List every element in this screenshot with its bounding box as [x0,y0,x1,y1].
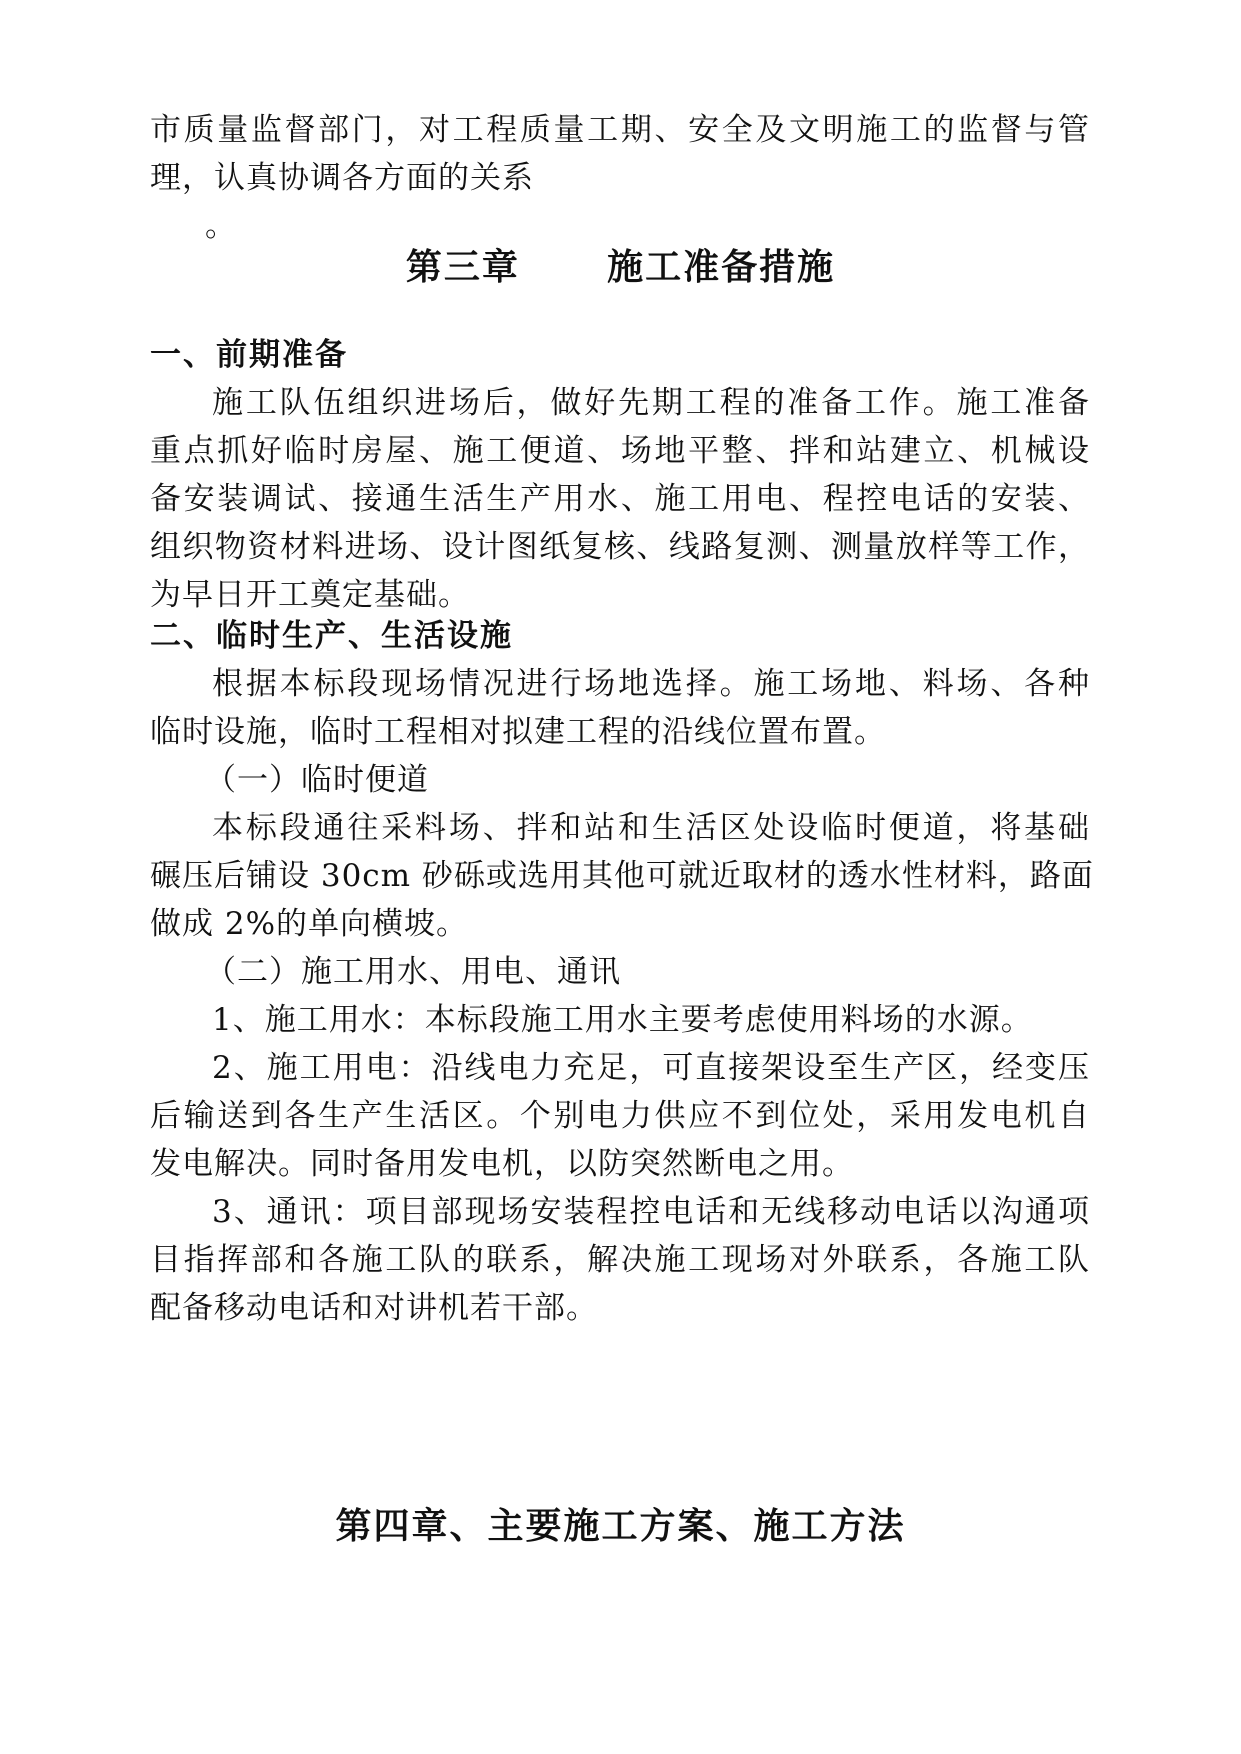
item-2-power-line: 发电解决。同时备用发电机，以防突然断电之用。 [150,1146,854,1182]
subsection-2-title: （二）施工用水、用电、通讯 [205,954,621,990]
item-2-power-line: 后输送到各生产生活区。个别电力供应不到位处，采用发电机自 [150,1098,1090,1134]
item-3-comm-line: 配备移动电话和对讲机若干部。 [150,1290,598,1326]
chapter-3-title: 第三章 施工准备措施 [405,246,836,288]
intro-line-2: 理，认真协调各方面的关系 [150,160,534,196]
section-1-line: 为早日开工奠定基础。 [150,577,470,613]
intro-line-3: 。 [205,208,237,244]
subsection-1-line: 做成 2%的单向横坡。 [150,906,469,942]
subsection-1-line: 本标段通往采料场、拌和站和生活区处设临时便道，将基础 [212,810,1090,846]
item-3-comm-line: 3、通讯：项目部现场安装程控电话和无线移动电话以沟通项 [212,1194,1090,1230]
intro-line-1: 市质量监督部门，对工程质量工期、安全及文明施工的监督与管 [150,112,1090,148]
subsection-1-line: 碾压后铺设 30cm 砂砾或选用其他可就近取材的透水性材料，路面 [150,858,1094,894]
section-1-line: 组织物资材料进场、设计图纸复核、线路复测、测量放样等工作， [150,529,1090,565]
item-3-comm-line: 目指挥部和各施工队的联系，解决施工现场对外联系，各施工队 [150,1242,1090,1278]
section-1-heading: 一、前期准备 [150,337,348,373]
item-2-power-line: 2、施工用电：沿线电力充足，可直接架设至生产区，经变压 [212,1050,1090,1086]
item-1-water: 1、施工用水：本标段施工用水主要考虑使用料场的水源。 [212,1002,1033,1038]
chapter-4-title: 第四章、主要施工方案、施工方法 [335,1505,906,1547]
section-1-line: 备安装调试、接通生活生产用水、施工用电、程控电话的安装、 [150,481,1090,517]
section-1-line: 施工队伍组织进场后，做好先期工程的准备工作。施工准备 [212,385,1090,421]
section-2-intro-line: 临时设施，临时工程相对拟建工程的沿线位置布置。 [150,714,886,750]
subsection-1-title: （一）临时便道 [205,762,429,798]
section-1-line: 重点抓好临时房屋、施工便道、场地平整、拌和站建立、机械设 [150,433,1090,469]
section-2-intro-line: 根据本标段现场情况进行场地选择。施工场地、料场、各种 [212,666,1090,702]
section-2-heading: 二、临时生产、生活设施 [150,618,513,654]
